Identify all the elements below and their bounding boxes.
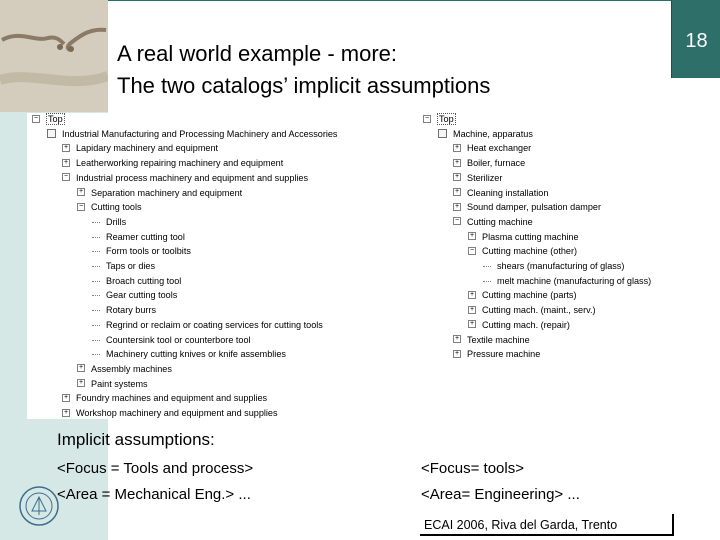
implicit-assumptions-label: Implicit assumptions:	[57, 430, 215, 449]
tree-node-label: Form tools or toolbits	[106, 246, 191, 257]
tree-connector	[92, 340, 100, 341]
folder-icon	[438, 129, 447, 138]
tree-connector	[92, 310, 100, 311]
expand-icon[interactable]: +	[63, 408, 69, 416]
tree-node[interactable]	[468, 304, 596, 316]
tree-node[interactable]	[92, 231, 185, 243]
tree-node-label: Cutting machine (other)	[482, 246, 578, 257]
tree-node-label: Sound damper, pulsation damper	[467, 202, 601, 213]
tree-node-label: Top	[48, 114, 63, 124]
tree-node-label: Separation machinery and equipment	[91, 187, 243, 198]
tree-node-label: Leatherworking repairing machinery and equipment	[76, 158, 284, 169]
footer-tick	[672, 514, 674, 536]
tree-connector	[92, 295, 100, 296]
tree-node-label: Assembly machines	[91, 363, 172, 374]
tree-node-label: Pressure machine	[467, 349, 541, 360]
tree-connector	[92, 222, 100, 223]
tree-node[interactable]	[438, 128, 533, 140]
collapse-icon[interactable]: −	[469, 246, 475, 254]
expand-icon[interactable]: +	[78, 364, 84, 372]
tree-node[interactable]	[468, 289, 577, 301]
tree-node[interactable]	[92, 304, 156, 316]
footer-text: ECAI 2006, Riva del Garda, Trento	[424, 518, 618, 532]
creation-of-adam-image	[0, 0, 108, 112]
expand-icon[interactable]: +	[63, 143, 69, 151]
tree-node[interactable]	[453, 348, 540, 360]
footer-rule	[420, 534, 673, 536]
tree-node[interactable]	[62, 172, 308, 184]
slide-number-box	[671, 0, 720, 78]
tree-node-label: Cleaning installation	[467, 187, 549, 198]
tree-node-label: shears (manufacturing of glass)	[497, 261, 625, 271]
tree-connector	[92, 281, 100, 282]
tree-connector	[92, 251, 100, 252]
collapse-icon[interactable]: −	[424, 114, 430, 122]
expand-icon[interactable]: +	[78, 379, 84, 387]
tree-node[interactable]	[468, 319, 570, 331]
assumption-area-left: <Area = Mechanical Eng.> ...	[57, 486, 251, 503]
tree-node[interactable]	[453, 142, 531, 154]
tree-node-label: Cutting mach. (maint., serv.)	[482, 305, 596, 316]
tree-node-label: Drills	[106, 216, 127, 227]
tree-node-label: Workshop machinery and equipment and supplies	[76, 408, 278, 418]
title-line-1: A real world example - more:	[117, 41, 397, 66]
assumptions-right	[421, 456, 580, 508]
tree-node[interactable]	[92, 260, 155, 272]
tree-node-label: Top	[439, 114, 454, 124]
tree-node[interactable]	[453, 334, 530, 346]
tree-node[interactable]	[62, 392, 267, 404]
tree-node[interactable]	[92, 348, 286, 360]
university-seal-icon	[18, 485, 60, 527]
tree-node[interactable]	[483, 260, 624, 272]
tree-node[interactable]	[453, 216, 533, 228]
tree-node-label: Broach cutting tool	[106, 275, 182, 286]
tree-node[interactable]	[92, 319, 323, 331]
tree-connector	[92, 325, 100, 326]
expand-icon[interactable]: +	[454, 173, 460, 181]
tree-node-label: Cutting machine	[467, 216, 533, 227]
catalog-tree-left[interactable]	[27, 113, 390, 419]
collapse-icon[interactable]: −	[33, 114, 39, 122]
tree-connector	[483, 281, 491, 282]
expand-icon[interactable]: +	[454, 349, 460, 357]
expand-icon[interactable]: +	[469, 232, 475, 240]
expand-icon[interactable]: +	[63, 158, 69, 166]
tree-node-label: Cutting mach. (repair)	[482, 319, 570, 330]
tree-node-label: Countersink tool or counterbore tool	[106, 334, 251, 345]
tree-node[interactable]	[62, 157, 283, 169]
tree-node-label: Plasma cutting machine	[482, 231, 579, 242]
assumption-focus-right: <Focus= tools>	[421, 460, 524, 477]
tree-node[interactable]	[92, 216, 126, 228]
tree-node-label: Gear cutting tools	[106, 290, 178, 301]
tree-node[interactable]	[77, 363, 172, 375]
tree-node-label: Rotary burrs	[106, 305, 157, 316]
tree-node-label: Cutting tools	[91, 202, 142, 213]
tree-node[interactable]	[423, 113, 456, 125]
assumptions-left	[57, 456, 253, 508]
tree-node[interactable]	[468, 245, 577, 257]
tree-node-label: Sterilizer	[467, 172, 503, 183]
assumption-area-right: <Area= Engineering> ...	[421, 486, 580, 503]
expand-icon[interactable]: +	[454, 158, 460, 166]
tree-connector	[92, 354, 100, 355]
tree-node-label: Taps or dies	[106, 261, 156, 271]
tree-connector	[92, 266, 100, 267]
tree-node[interactable]	[483, 275, 651, 287]
expand-icon[interactable]: +	[454, 188, 460, 196]
tree-node[interactable]	[92, 245, 191, 257]
tree-node[interactable]	[453, 172, 502, 184]
tree-node-label: Lapidary machinery and equipment	[76, 143, 219, 154]
slide-title	[117, 38, 490, 102]
tree-node[interactable]	[453, 201, 601, 213]
assumption-focus-left: <Focus = Tools and process>	[57, 460, 254, 477]
slide-number: 18	[685, 30, 708, 52]
tree-node-label: Cutting machine (parts)	[482, 290, 577, 301]
tree-node[interactable]	[32, 113, 65, 125]
collapse-icon[interactable]: −	[454, 217, 460, 225]
tree-node[interactable]	[77, 201, 142, 213]
tree-node-label: Machine, apparatus	[453, 128, 533, 139]
expand-icon[interactable]: +	[78, 188, 84, 196]
tree-node[interactable]	[92, 334, 251, 346]
tree-node-label: Regrind or reclaim or coating services for cutting tools	[106, 319, 323, 330]
tree-node-label: Foundry machines and equipment and supplies	[76, 393, 268, 404]
catalog-tree-right[interactable]	[418, 113, 680, 359]
tree-node[interactable]	[62, 142, 218, 154]
expand-icon[interactable]: +	[469, 320, 475, 328]
expand-icon[interactable]: +	[454, 335, 460, 343]
expand-icon[interactable]: +	[63, 393, 69, 401]
expand-icon[interactable]: +	[454, 143, 460, 151]
tree-node-label: Industrial Manufacturing and Processing Machinery and Accessories	[62, 128, 338, 139]
tree-node[interactable]	[77, 378, 148, 390]
tree-node[interactable]	[92, 289, 177, 301]
tree-node[interactable]	[92, 275, 181, 287]
title-line-2: The two catalogs’ implicit assumptions	[117, 73, 491, 98]
expand-icon[interactable]: +	[469, 305, 475, 313]
tree-connector	[92, 237, 100, 238]
tree-connector	[483, 266, 491, 267]
collapse-icon[interactable]: −	[63, 173, 69, 181]
expand-icon[interactable]: +	[469, 290, 475, 298]
header-rule	[108, 0, 671, 1]
expand-icon[interactable]: +	[454, 202, 460, 210]
tree-node[interactable]	[77, 187, 242, 199]
tree-node[interactable]	[47, 128, 337, 140]
tree-node[interactable]	[453, 157, 525, 169]
tree-node-label: Paint systems	[91, 378, 148, 389]
tree-node-label: Textile machine	[467, 334, 530, 345]
tree-node-label: Industrial process machinery and equipment and supplies	[76, 172, 309, 183]
tree-node-label: Reamer cutting tool	[106, 231, 185, 242]
collapse-icon[interactable]: −	[78, 202, 84, 210]
tree-node-label: Machinery cutting knives or knife assemblies	[106, 349, 286, 360]
tree-node[interactable]	[62, 407, 278, 419]
folder-icon	[47, 129, 56, 138]
tree-node[interactable]	[468, 231, 579, 243]
tree-node[interactable]	[453, 187, 548, 199]
tree-node-label: Boiler, furnace	[467, 158, 526, 169]
tree-node-label: melt machine (manufacturing of glass)	[497, 275, 652, 286]
tree-node-label: Heat exchanger	[467, 143, 532, 154]
